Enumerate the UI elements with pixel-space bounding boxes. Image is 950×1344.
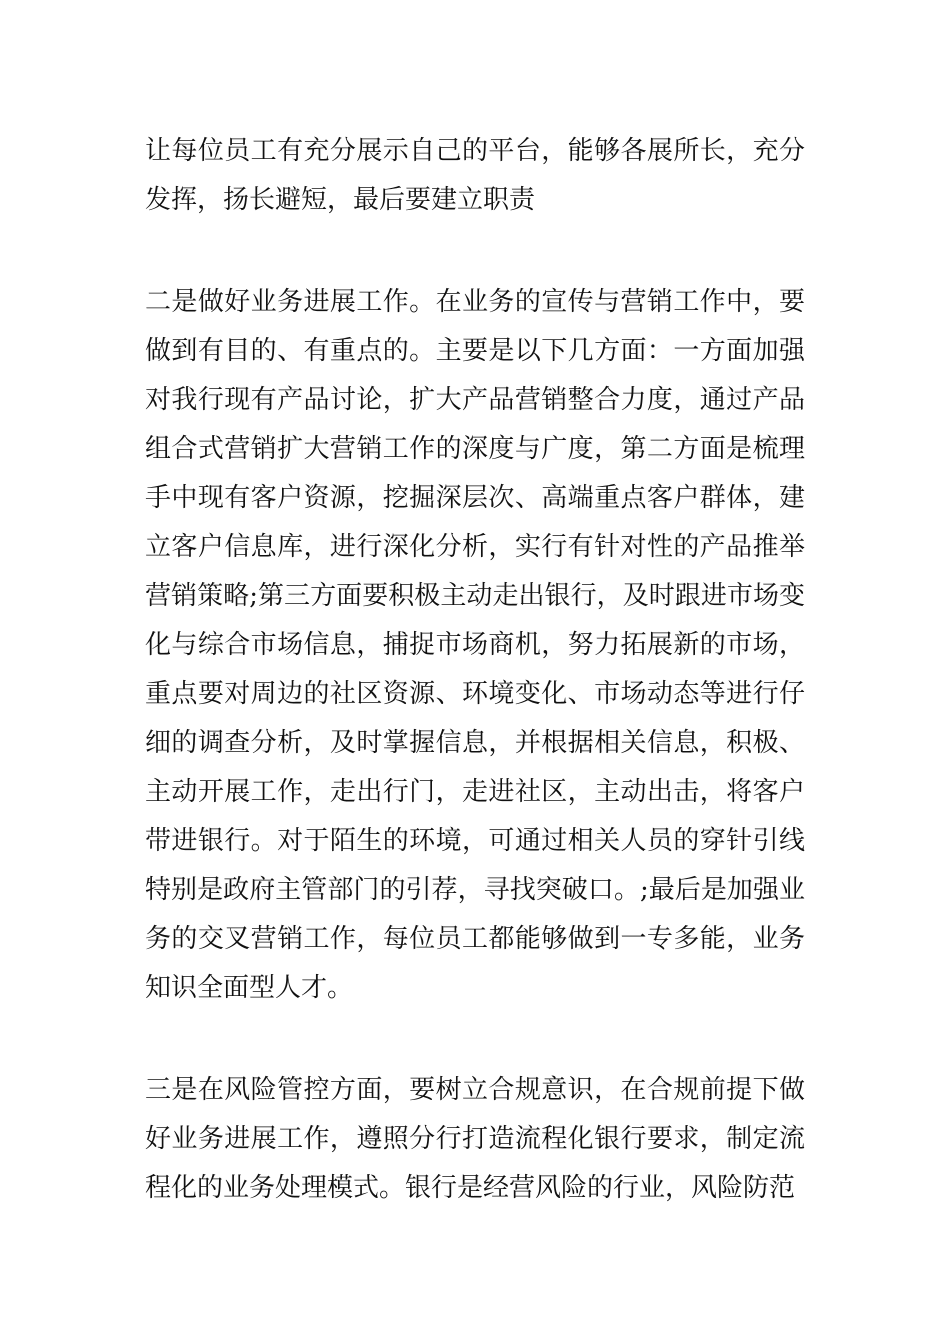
paragraph-continuation: 让每位员工有充分展示自己的平台，能够各展所长，充分发挥，扬长避短，最后要建立职责 [145, 136, 805, 215]
paragraph-business-development: 二是做好业务进展工作。在业务的宣传与营销工作中，要做到有目的、有重点的。主要是以下几方面：一方面加强对我行现有产品讨论，扩大产品营销整合力度，通过产品组合式营销扩大营销工作的深度与广度，第二方面是梳理手中现有客户资源，挖掘深层次、高端重点客户群体，建立客户信息库，进行深化分析，实行有针对性的产品推举营销策略;第三方面要积极主动走出银行，及时跟进市场变化与综合市场信息，捕捉市场商机，努力拓展新的市场，重点要对周边的社区资源、环境变化、市场动态等进行仔细的调查分析，及时掌握信息，并根据相关信息，积极、主动开展工作，走出行门，走进社区，主动出击，将客户带进银行。对于陌生的环境，可通过相关人员的穿针引线特别是政府主管部门的引荐，寻找突破口。;最后是加强业务的交叉营销工作，每位员工都能够做到一专多能，业务知识全面型人才。 [145, 287, 805, 1003]
document-page [145, 127, 805, 1213]
paragraph-risk-control: 三是在风险管控方面，要树立合规意识，在合规前提下做好业务进展工作，遵照分行打造流程化银行要求，制定流程化的业务处理模式。银行是经营风险的行业，风险防范 [145, 1075, 805, 1203]
